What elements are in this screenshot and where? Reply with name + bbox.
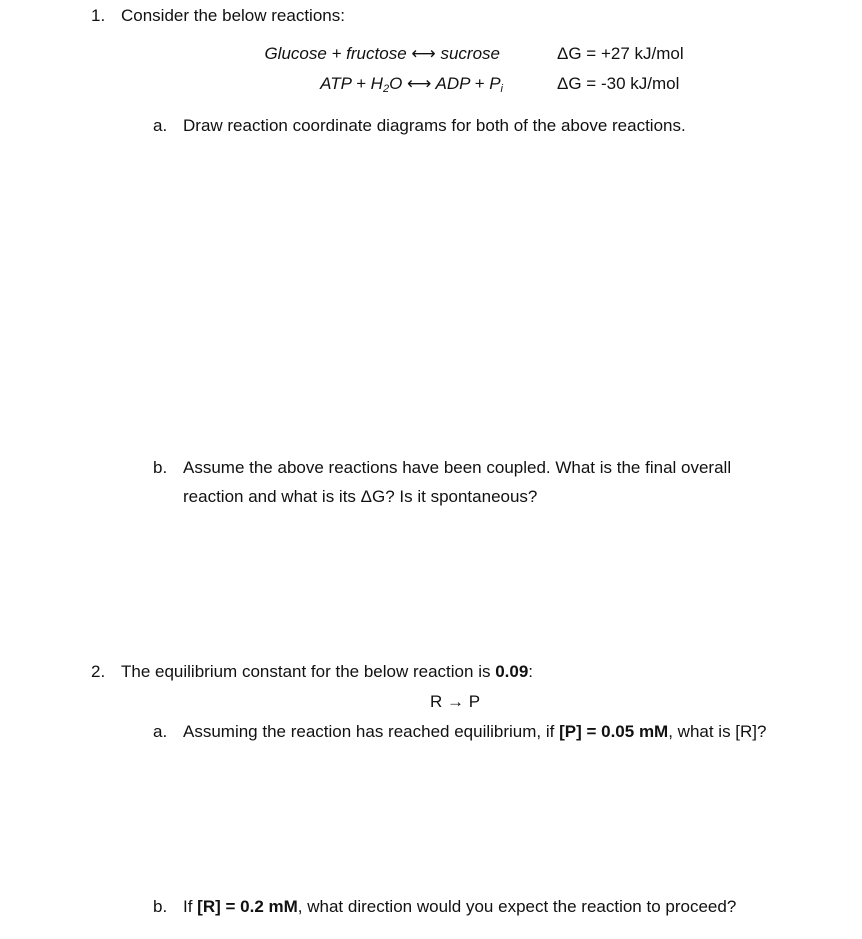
q2b-letter: b. xyxy=(153,897,168,916)
reaction-2-delta-g: ΔG = -30 kJ/mol xyxy=(557,74,680,93)
q2a-letter: a. xyxy=(153,722,168,741)
q2-reaction: R → P xyxy=(429,692,481,711)
q1a-letter: a. xyxy=(153,116,168,135)
q1-number: 1. xyxy=(91,6,106,25)
q1-prompt: Consider the below reactions: xyxy=(121,6,345,25)
q1b-line2: reaction and what is its ΔG? Is it spontaneous? xyxy=(183,487,538,506)
q2b-text: If [R] = 0.2 mM, what direction would you expect the reaction to proceed? xyxy=(183,897,737,916)
q1b-line1: Assume the above reactions have been coupled. What is the final overall xyxy=(183,458,732,477)
reaction-1-delta-g: ΔG = +27 kJ/mol xyxy=(557,44,684,63)
reaction-2-equation: ATP + $H_2O$ ⟷ ADP + $P_i$ xyxy=(320,74,503,95)
reaction-1-equation: Glucose + fructose ⟷ sucrose xyxy=(264,44,500,63)
q1a-text: Draw reaction coordinate diagrams for both of the above reactions. xyxy=(183,116,686,135)
q2-prompt: The equilibrium constant for the below reaction is 0.09: xyxy=(121,662,534,681)
q2a-text: Assuming the reaction has reached equilibrium, if [P] = 0.05 mM, what is [R]? xyxy=(183,722,767,741)
q1b-letter: b. xyxy=(153,458,168,477)
q2-number: 2. xyxy=(91,662,106,681)
